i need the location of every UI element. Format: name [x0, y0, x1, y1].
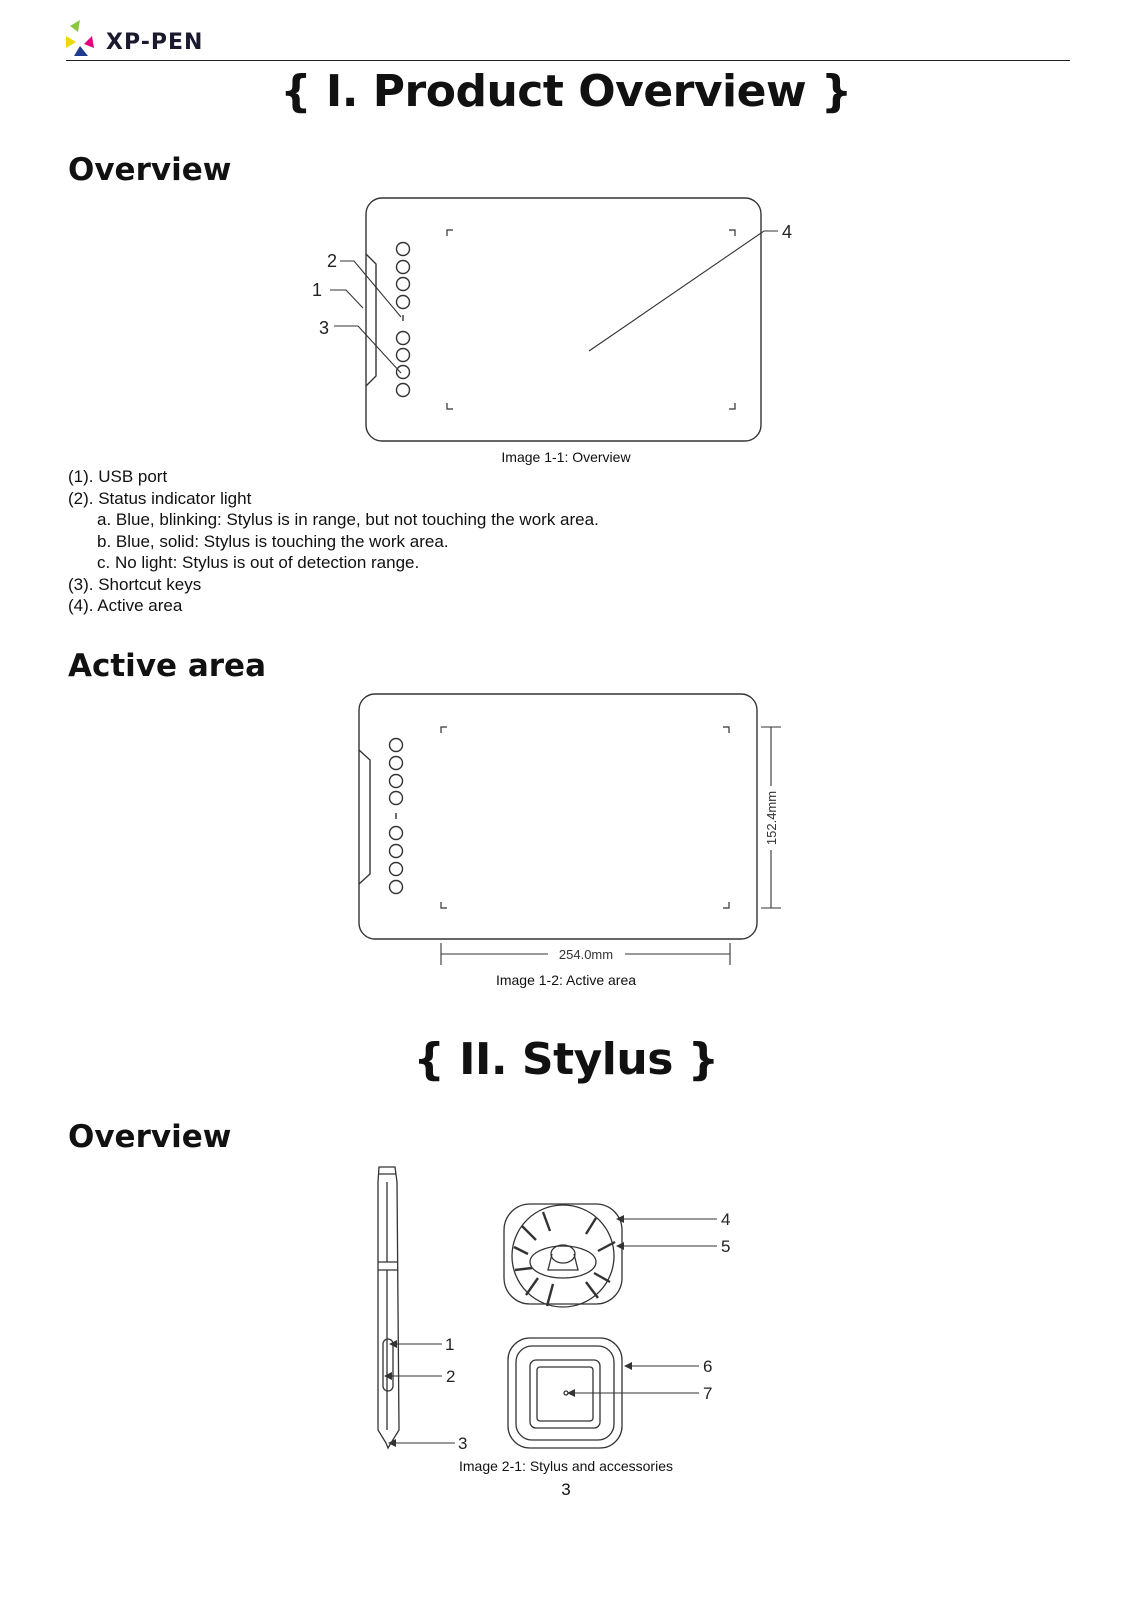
- height-dimension-label: 152.4mm: [764, 790, 779, 846]
- list-subitem: c. No light: Stylus is out of detection range.: [97, 553, 420, 572]
- list-subitem: a. Blue, blinking: Stylus is in range, but not touching the work area.: [97, 510, 599, 529]
- callout-4: 4: [782, 222, 793, 242]
- callout-5: 5: [721, 1237, 731, 1256]
- brand-name: XP-PEN: [106, 30, 204, 55]
- page-number: 3: [561, 1480, 571, 1499]
- callout-2: 2: [446, 1367, 456, 1386]
- callout-lines: [389, 1219, 717, 1443]
- stylus-accessories-diagram: [360, 1162, 760, 1462]
- section-title-product-overview: { I. Product Overview }: [280, 66, 852, 117]
- callout-3: 3: [458, 1434, 468, 1453]
- tablet-body: [366, 198, 761, 441]
- tablet-body: [359, 694, 757, 939]
- caption-image-1-1: Image 1-1: Overview: [501, 449, 631, 465]
- list-item: (3). Shortcut keys: [68, 574, 202, 594]
- callout-4: 4: [721, 1210, 731, 1229]
- usb-port-bump: [359, 750, 370, 884]
- pen-holder: [504, 1204, 622, 1307]
- width-dimension-label: 254.0mm: [558, 947, 614, 962]
- stylus-overview-heading: Overview: [68, 1119, 232, 1155]
- callout-1: 1: [312, 280, 323, 300]
- xp-pen-logo-icon: [66, 18, 102, 60]
- side-buttons: [383, 1339, 393, 1391]
- header-rule: [66, 60, 1070, 61]
- list-item: (1). USB port: [68, 467, 168, 486]
- list-subitem: b. Blue, solid: Stylus is touching the work area.: [97, 531, 449, 551]
- active-area-corners: [441, 727, 729, 908]
- tablet-active-area-diagram: [350, 686, 790, 986]
- caption-image-1-2: Image 1-2: Active area: [495, 972, 637, 988]
- caption-image-2-1: Image 2-1: Stylus and accessories: [459, 1458, 673, 1474]
- callout-2: 2: [327, 251, 338, 271]
- overview-heading: Overview: [68, 152, 232, 188]
- usb-port-bump: [366, 254, 376, 386]
- list-item: (2). Status indicator light: [68, 488, 252, 508]
- callout-3: 3: [319, 318, 330, 338]
- overview-parts-list: [68, 466, 599, 617]
- active-area-corners: [447, 230, 735, 409]
- brand-logo: [66, 18, 226, 60]
- callout-6: 6: [703, 1357, 713, 1376]
- callout-1: 1: [445, 1335, 455, 1354]
- active-area-heading: Active area: [68, 648, 266, 684]
- tablet-overview-diagram: [300, 190, 820, 452]
- stylus: [378, 1167, 399, 1448]
- callout-7: 7: [703, 1384, 713, 1403]
- section-title-stylus: { II. Stylus }: [413, 1034, 719, 1085]
- list-item: (4). Active area: [68, 596, 183, 615]
